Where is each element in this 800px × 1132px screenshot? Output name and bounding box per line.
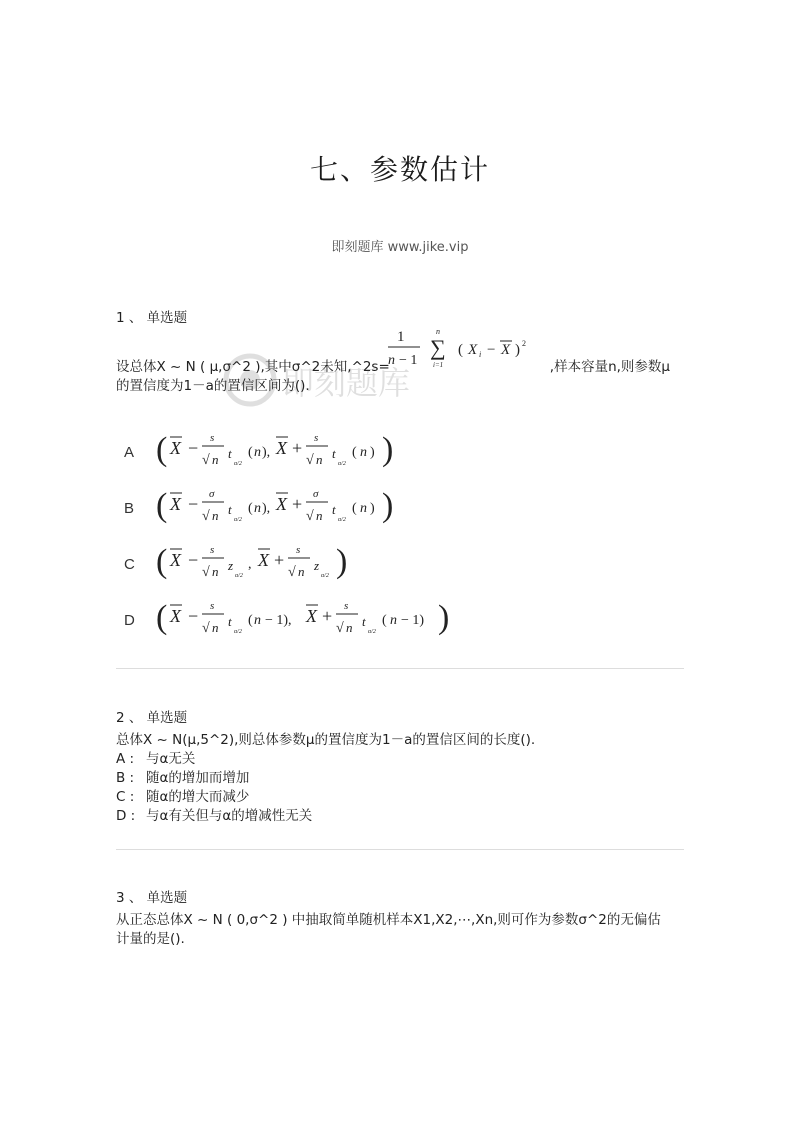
- option-letter: B :: [116, 770, 135, 786]
- svg-text:√: √: [336, 621, 344, 636]
- svg-text:(: (: [352, 501, 357, 516]
- svg-text:√: √: [202, 509, 210, 524]
- svg-text:√: √: [306, 453, 314, 468]
- svg-text:): ): [382, 487, 394, 524]
- svg-text:t: t: [332, 446, 336, 461]
- svg-text:√: √: [202, 453, 210, 468]
- svg-text:−: −: [188, 606, 199, 626]
- question-1-option-a[interactable]: [120, 424, 440, 476]
- svg-text:t: t: [228, 502, 232, 517]
- svg-text:n: n: [360, 445, 367, 460]
- svg-text:,: ,: [248, 557, 252, 572]
- svg-text:− 1): − 1): [401, 613, 425, 628]
- svg-text:− 1: − 1: [399, 353, 418, 368]
- svg-text:t: t: [228, 446, 232, 461]
- option-text: 与α有关但与α的增减性无关: [146, 808, 313, 824]
- svg-text:X: X: [170, 606, 181, 626]
- svg-text:X: X: [468, 342, 478, 358]
- svg-text:+: +: [292, 494, 303, 514]
- svg-text:√: √: [202, 621, 210, 636]
- option-letter: C :: [116, 789, 135, 805]
- svg-text:),: ),: [262, 501, 271, 516]
- svg-text:n: n: [298, 564, 305, 579]
- svg-text:z: z: [314, 558, 320, 573]
- question-1-option-c[interactable]: [120, 536, 440, 588]
- svg-text:z: z: [228, 558, 234, 573]
- svg-text:i=1: i=1: [433, 361, 444, 369]
- question-1-option-d[interactable]: [120, 592, 510, 644]
- svg-text:n: n: [436, 327, 440, 336]
- svg-text:√: √: [306, 509, 314, 524]
- question-divider: [116, 668, 684, 669]
- svg-text:t: t: [362, 614, 366, 629]
- option-text: 与α无关: [146, 751, 196, 767]
- svg-text:): ): [438, 599, 450, 636]
- svg-text:X: X: [170, 438, 181, 458]
- svg-text:n: n: [212, 508, 219, 523]
- svg-text:t: t: [228, 614, 232, 629]
- option-b-letter: B: [124, 500, 135, 517]
- svg-text:(: (: [382, 613, 387, 628]
- svg-text:(: (: [248, 501, 253, 516]
- option-d-letter: D: [124, 612, 135, 629]
- svg-text:),: ),: [262, 445, 271, 460]
- svg-text:(: (: [156, 599, 168, 636]
- svg-text:2: 2: [522, 339, 526, 348]
- question-3-stem-line-1: 从正态总体X ~ N ( 0,σ^2 ) 中抽取简单随机样本X1,X2,⋯,Xn,则可作为参数σ^2的无偏估: [116, 912, 661, 928]
- svg-text:α/2: α/2: [338, 517, 346, 523]
- question-2-option-c[interactable]: [116, 788, 249, 807]
- svg-text:X: X: [258, 550, 269, 570]
- svg-text:n: n: [390, 613, 397, 628]
- svg-text:α/2: α/2: [235, 573, 243, 579]
- option-letter: A :: [116, 751, 135, 767]
- question-2-option-b[interactable]: [116, 769, 249, 788]
- option-text: 随α的增加而增加: [146, 770, 250, 786]
- watermark-text: 即刻题库: [282, 364, 411, 402]
- option-letter: D :: [116, 808, 136, 824]
- question-3-header: 3 、 单选题: [116, 890, 188, 906]
- svg-text:s: s: [210, 544, 215, 556]
- svg-text:n: n: [254, 501, 261, 516]
- svg-text:(: (: [156, 431, 168, 468]
- svg-text:X: X: [276, 494, 287, 514]
- question-3-stem-line-2: 计量的是().: [116, 931, 185, 947]
- svg-text:σ: σ: [209, 488, 215, 500]
- svg-text:X: X: [170, 550, 181, 570]
- svg-text:√: √: [202, 565, 210, 580]
- svg-text:−: −: [188, 438, 199, 458]
- question-1-option-b[interactable]: [120, 480, 440, 532]
- svg-text:(: (: [458, 342, 463, 358]
- svg-text:(: (: [156, 487, 168, 524]
- svg-text:+: +: [322, 606, 333, 626]
- question-1-stem-prefix: 设总体X ~ N ( μ,σ^2 ),其中σ^2未知,^2s=: [116, 359, 390, 375]
- svg-text:n: n: [388, 353, 395, 368]
- svg-text:): ): [370, 445, 375, 460]
- svg-text:α/2: α/2: [321, 573, 329, 579]
- svg-text:t: t: [332, 502, 336, 517]
- option-a-letter: A: [124, 444, 135, 461]
- svg-text:n: n: [316, 452, 323, 467]
- svg-text:n: n: [212, 564, 219, 579]
- svg-text:s: s: [210, 600, 215, 612]
- svg-text:+: +: [292, 438, 303, 458]
- svg-text:): ): [382, 431, 394, 468]
- svg-text:(: (: [248, 445, 253, 460]
- svg-text:α/2: α/2: [234, 517, 242, 523]
- option-c-letter: C: [124, 556, 135, 573]
- svg-text:): ): [370, 501, 375, 516]
- page-title: 七、参数估计: [309, 153, 490, 186]
- svg-text:1: 1: [397, 329, 405, 345]
- svg-text:n: n: [316, 508, 323, 523]
- svg-text:s: s: [296, 544, 301, 556]
- svg-text:−: −: [188, 550, 199, 570]
- svg-text:n: n: [212, 452, 219, 467]
- svg-text:α/2: α/2: [234, 461, 242, 467]
- svg-text:− 1),: − 1),: [265, 613, 292, 628]
- svg-text:X: X: [306, 606, 317, 626]
- svg-text:n: n: [360, 501, 367, 516]
- svg-text:): ): [515, 342, 520, 358]
- svg-text:σ: σ: [313, 488, 319, 500]
- svg-text:n: n: [212, 620, 219, 635]
- svg-text:(: (: [248, 613, 253, 628]
- option-text: 随α的增大而减少: [146, 789, 250, 805]
- svg-text:s: s: [344, 600, 349, 612]
- svg-text:n: n: [254, 445, 261, 460]
- svg-text:s: s: [210, 432, 215, 444]
- question-1-stem-suffix: ,样本容量n,则参数μ: [549, 359, 671, 375]
- svg-text:−: −: [188, 494, 199, 514]
- svg-text:α/2: α/2: [368, 629, 376, 635]
- svg-text:(: (: [352, 445, 357, 460]
- svg-text:X: X: [276, 438, 287, 458]
- question-2-header: 2 、 单选题: [116, 710, 188, 726]
- page-subtitle: 即刻题库 www.jike.vip: [331, 240, 469, 255]
- svg-text:√: √: [288, 565, 296, 580]
- svg-text:i: i: [479, 350, 482, 359]
- svg-text:n: n: [346, 620, 353, 635]
- svg-text:(: (: [156, 543, 168, 580]
- watermark-logo: [220, 350, 420, 420]
- svg-text:X: X: [170, 494, 181, 514]
- svg-text:): ): [336, 543, 348, 580]
- svg-text:s: s: [314, 432, 319, 444]
- svg-text:+: +: [274, 550, 285, 570]
- question-1-stem-line-2: 的置信度为1－a的置信区间为().: [116, 378, 310, 394]
- question-divider: [116, 849, 684, 850]
- question-2-option-a[interactable]: [116, 750, 195, 769]
- svg-text:X: X: [501, 342, 511, 358]
- svg-text:−: −: [487, 342, 496, 358]
- question-1-header: 1 、 单选题: [116, 310, 188, 326]
- svg-text:n: n: [254, 613, 261, 628]
- question-2-option-d[interactable]: [116, 807, 312, 826]
- question-2-stem: 总体X ~ N(μ,5^2),则总体参数μ的置信度为1－a的置信区间的长度().: [116, 732, 536, 748]
- svg-text:α/2: α/2: [234, 629, 242, 635]
- svg-text:∑: ∑: [430, 335, 446, 360]
- svg-text:α/2: α/2: [338, 461, 346, 467]
